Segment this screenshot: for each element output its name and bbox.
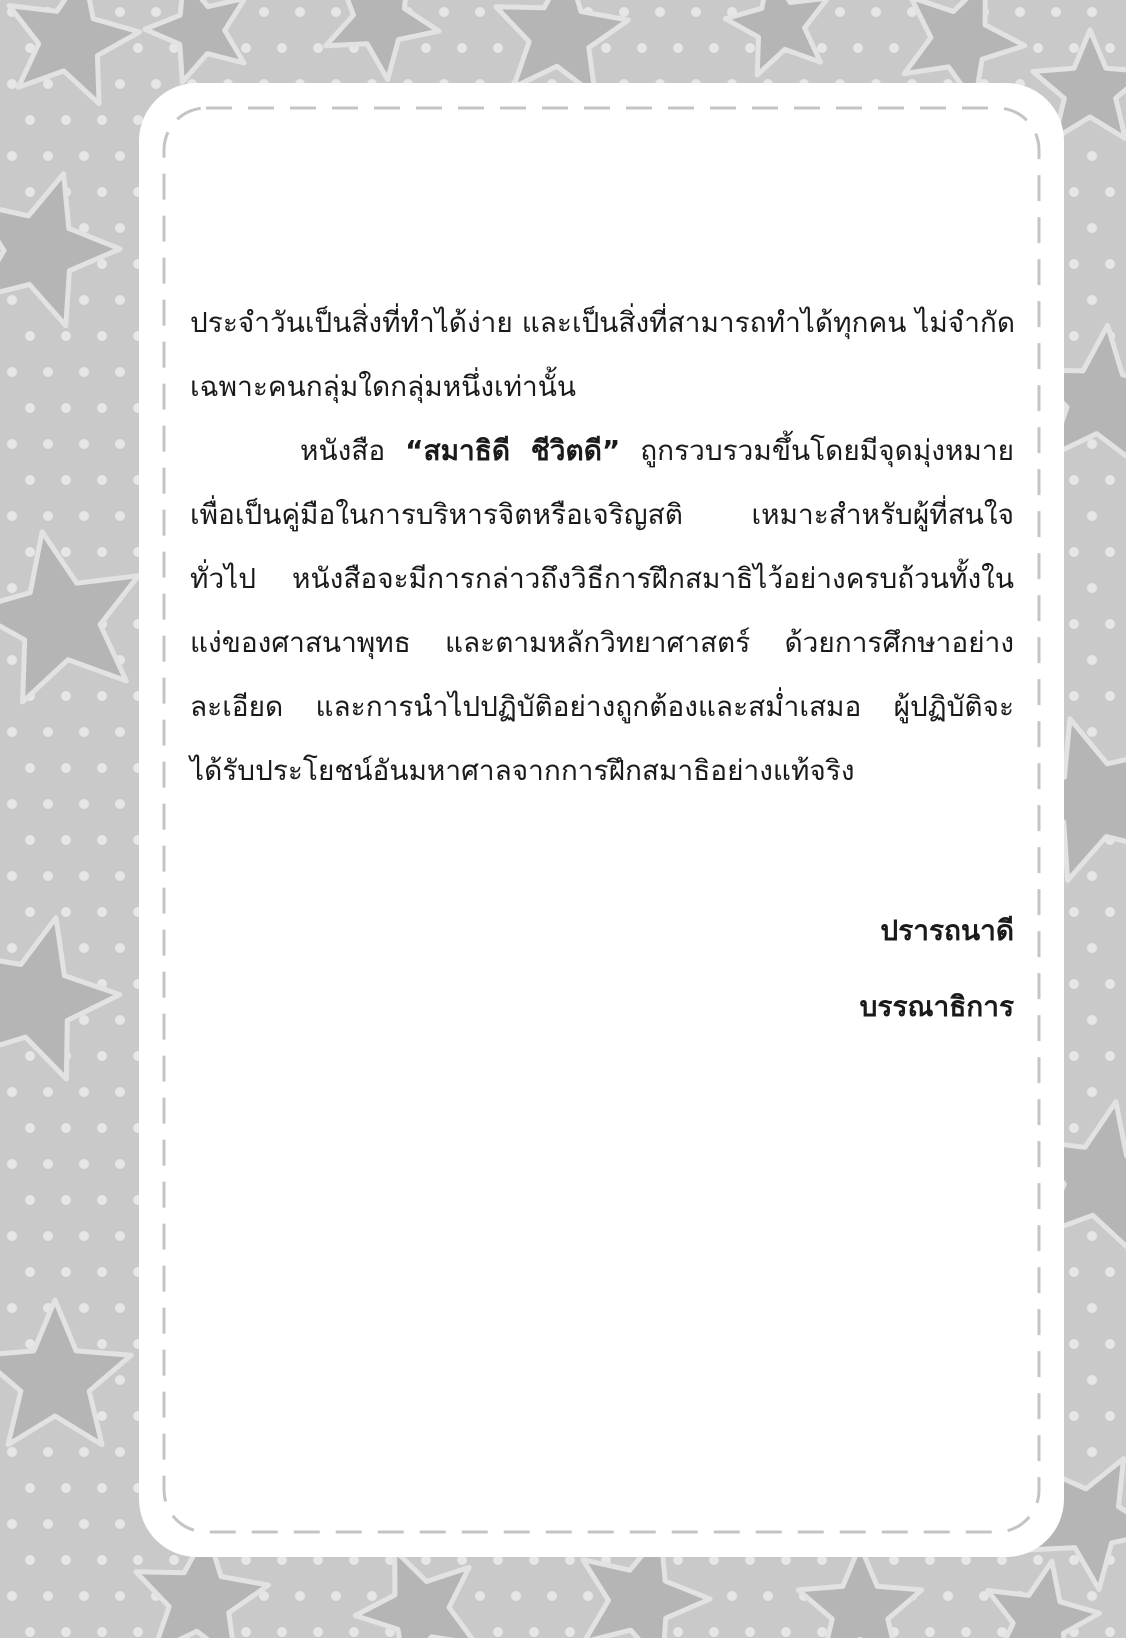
polka-dot <box>115 1591 125 1601</box>
polka-dot <box>61 1555 71 1565</box>
polka-dot <box>1069 1339 1079 1349</box>
polka-dot <box>25 1195 35 1205</box>
polka-dot <box>1105 547 1115 557</box>
polka-dot <box>61 403 71 413</box>
polka-dot <box>1087 223 1097 233</box>
polka-dot <box>1087 655 1097 665</box>
polka-dot <box>7 79 17 89</box>
polka-dot <box>1069 547 1079 557</box>
paragraph-2-line-4: แง่ของศาสนาพุทธ และตามหลักวิทยาศาสตร์ ด้วยการศึกษาอย่าง <box>190 626 1014 659</box>
polka-dot <box>97 1051 107 1061</box>
polka-dot <box>61 1123 71 1133</box>
polka-dot <box>43 511 53 521</box>
polka-dot <box>1087 1231 1097 1241</box>
polka-dot <box>7 655 17 665</box>
polka-dot <box>79 1159 89 1169</box>
polka-dot <box>1069 619 1079 629</box>
polka-dot <box>547 1591 557 1601</box>
book-title: “สมาธิดี ชีวิตดี” <box>405 434 621 467</box>
polka-dot <box>79 1303 89 1313</box>
polka-dot <box>79 511 89 521</box>
polka-dot <box>781 1627 791 1637</box>
polka-dot <box>241 1627 251 1637</box>
polka-dot <box>115 151 125 161</box>
polka-dot <box>1087 583 1097 593</box>
polka-dot <box>655 7 665 17</box>
polka-dot <box>97 1195 107 1205</box>
polka-dot <box>43 1087 53 1097</box>
signature-author: บรรณาธิการ <box>859 990 1014 1023</box>
polka-dot <box>7 727 17 737</box>
polka-dot <box>331 7 341 17</box>
polka-dot <box>475 7 485 17</box>
polka-dot <box>583 1591 593 1601</box>
polka-dot <box>835 7 845 17</box>
paragraph-2-line-5: ละเอียด และการนำไปปฏิบัติอย่างถูกต้องและสม่ำเสมอ ผู้ปฏิบัติจะ <box>190 690 1014 723</box>
paragraph-2-line-3: ทั่วไป หนังสือจะมีการกล่าวถึงวิธีการฝึกสมาธิไว้อย่างครบถ้วนทั้งใน <box>190 562 1014 595</box>
polka-dot <box>259 7 269 17</box>
polka-dot <box>133 1627 143 1637</box>
polka-dot <box>709 43 719 53</box>
polka-dot <box>25 1051 35 1061</box>
polka-dot <box>367 1591 377 1601</box>
polka-dot <box>97 763 107 773</box>
polka-dot <box>115 1519 125 1529</box>
polka-dot <box>25 907 35 917</box>
polka-dot <box>25 115 35 125</box>
polka-dot <box>25 403 35 413</box>
polka-dot <box>43 1159 53 1169</box>
polka-dot <box>1015 7 1025 17</box>
polka-dot <box>1105 907 1115 917</box>
polka-dot <box>7 1591 17 1601</box>
polka-dot <box>331 1591 341 1601</box>
polka-dot <box>1069 1267 1079 1277</box>
polka-dot <box>7 1519 17 1529</box>
polka-dot <box>601 43 611 53</box>
polka-dot <box>7 1159 17 1169</box>
polka-dot <box>1069 331 1079 341</box>
polka-dot <box>1105 979 1115 989</box>
polka-dot <box>115 943 125 953</box>
polka-dot <box>7 439 17 449</box>
polka-dot <box>637 43 647 53</box>
polka-dot <box>1069 259 1079 269</box>
polka-dot <box>7 295 17 305</box>
polka-dot <box>115 1375 125 1385</box>
polka-dot <box>1105 1411 1115 1421</box>
polka-dot <box>115 79 125 89</box>
polka-dot <box>853 43 863 53</box>
polka-dot <box>43 1447 53 1457</box>
polka-dot <box>1087 1375 1097 1385</box>
polka-dot <box>1087 1303 1097 1313</box>
polka-dot <box>97 331 107 341</box>
polka-dot <box>25 835 35 845</box>
polka-dot <box>97 1483 107 1493</box>
polka-dot <box>493 1627 503 1637</box>
content-card <box>139 83 1064 1557</box>
polka-dot <box>7 1087 17 1097</box>
polka-dot <box>25 331 35 341</box>
polka-dot <box>475 1591 485 1601</box>
polka-dot <box>43 1231 53 1241</box>
polka-dot <box>115 511 125 521</box>
polka-dot <box>1069 1051 1079 1061</box>
polka-dot <box>7 511 17 521</box>
polka-dot <box>25 547 35 557</box>
polka-dot <box>61 115 71 125</box>
polka-dot <box>115 367 125 377</box>
polka-dot <box>1087 151 1097 161</box>
polka-dot <box>79 439 89 449</box>
polka-dot <box>313 1627 323 1637</box>
paragraph-2-line-1-rest: ถูกรวบรวมขึ้นโดยมีจุดมุ่งหมาย <box>620 434 1014 467</box>
polka-dot <box>1069 907 1079 917</box>
polka-dot <box>763 1591 773 1601</box>
polka-dot <box>43 871 53 881</box>
polka-dot <box>115 799 125 809</box>
polka-dot <box>25 1483 35 1493</box>
polka-dot <box>97 1555 107 1565</box>
polka-dot <box>115 295 125 305</box>
polka-dot <box>61 1195 71 1205</box>
polka-dot <box>115 727 125 737</box>
paragraph-2-line-6: ได้รับประโยชน์อันมหาศาลจากการฝึกสมาธิอย่างแท้จริง <box>190 754 855 787</box>
polka-dot <box>1069 187 1079 197</box>
polka-dot <box>79 943 89 953</box>
polka-dot <box>61 1267 71 1277</box>
polka-dot <box>97 1267 107 1277</box>
polka-dot <box>1069 1123 1079 1133</box>
polka-dot <box>673 1627 683 1637</box>
polka-dot <box>1069 475 1079 485</box>
polka-dot <box>511 1591 521 1601</box>
polka-dot <box>7 1447 17 1457</box>
polka-dot <box>115 871 125 881</box>
polka-dot <box>115 439 125 449</box>
polka-dot <box>1105 691 1115 701</box>
polka-dot <box>1069 979 1079 989</box>
polka-dot <box>61 547 71 557</box>
polka-dot <box>97 547 107 557</box>
polka-dot <box>7 1303 17 1313</box>
polka-dot <box>313 43 323 53</box>
polka-dot <box>25 1123 35 1133</box>
polka-dot <box>61 331 71 341</box>
polka-dot <box>1105 43 1115 53</box>
polka-dot <box>79 295 89 305</box>
polka-dot <box>1087 1591 1097 1601</box>
polka-dot <box>97 403 107 413</box>
polka-dot <box>1069 43 1079 53</box>
polka-dot <box>97 835 107 845</box>
polka-dot <box>7 151 17 161</box>
polka-dot <box>43 799 53 809</box>
polka-dot <box>61 475 71 485</box>
polka-dot <box>79 1447 89 1457</box>
polka-dot <box>277 43 287 53</box>
signature-closing: ปรารถนาดี <box>880 914 1014 947</box>
polka-dot <box>1033 43 1043 53</box>
polka-dot <box>1069 1411 1079 1421</box>
polka-dot <box>7 583 17 593</box>
polka-dot <box>43 1519 53 1529</box>
polka-dot <box>7 871 17 881</box>
polka-dot <box>1105 187 1115 197</box>
polka-dot <box>25 1627 35 1637</box>
polka-dot <box>1087 7 1097 17</box>
polka-dot <box>25 763 35 773</box>
polka-dot <box>1105 259 1115 269</box>
polka-dot <box>79 727 89 737</box>
polka-dot <box>97 115 107 125</box>
polka-dot <box>115 1447 125 1457</box>
polka-dot <box>133 43 143 53</box>
polka-dot <box>79 1087 89 1097</box>
polka-dot <box>943 1591 953 1601</box>
polka-dot <box>7 799 17 809</box>
polka-dot <box>1051 7 1061 17</box>
polka-dot <box>79 367 89 377</box>
polka-dot <box>43 727 53 737</box>
polka-dot <box>1105 1267 1115 1277</box>
polka-dot <box>79 1591 89 1601</box>
polka-dot <box>421 43 431 53</box>
polka-dot <box>1105 619 1115 629</box>
polka-dot <box>1087 439 1097 449</box>
polka-dot <box>1105 1339 1115 1349</box>
polka-dot <box>349 1627 359 1637</box>
paragraph-1-line-2: เฉพาะคนกลุ่มใดกลุ่มหนึ่งเท่านั้น <box>190 370 577 403</box>
polka-dot <box>25 1555 35 1565</box>
polka-dot <box>961 1627 971 1637</box>
polka-dot <box>241 43 251 53</box>
polka-dot <box>61 1483 71 1493</box>
polka-dot <box>1087 871 1097 881</box>
polka-dot <box>97 187 107 197</box>
paragraph-1-line-1: ประจำวันเป็นสิ่งที่ทำได้ง่าย และเป็นสิ่งที่สามารถทำได้ทุกคน ไม่จำกัด <box>190 306 1016 339</box>
polka-dot <box>457 43 467 53</box>
polka-dot <box>925 1627 935 1637</box>
polka-dot <box>151 7 161 17</box>
polka-dot <box>79 151 89 161</box>
paragraph-2-line-1 <box>190 419 1014 483</box>
polka-dot <box>565 1627 575 1637</box>
polka-dot <box>493 43 503 53</box>
polka-dot <box>817 43 827 53</box>
polka-dot <box>61 835 71 845</box>
polka-dot <box>61 763 71 773</box>
polka-dot <box>43 439 53 449</box>
polka-dot <box>1087 727 1097 737</box>
polka-dot <box>97 475 107 485</box>
polka-dot <box>25 187 35 197</box>
polka-dot <box>79 799 89 809</box>
polka-dot <box>115 1303 125 1313</box>
polka-dot <box>871 7 881 17</box>
polka-dot <box>295 1591 305 1601</box>
polka-dot <box>691 7 701 17</box>
polka-dot <box>889 43 899 53</box>
polka-dot <box>745 1627 755 1637</box>
polka-dot <box>1105 1051 1115 1061</box>
polka-dot <box>295 7 305 17</box>
polka-dot <box>79 871 89 881</box>
polka-dot <box>1087 1447 1097 1457</box>
polka-dot <box>79 1519 89 1529</box>
polka-dot <box>1087 1015 1097 1025</box>
polka-dot <box>817 1627 827 1637</box>
body-text <box>190 291 1014 803</box>
polka-dot <box>115 1015 125 1025</box>
polka-dot <box>61 691 71 701</box>
polka-dot <box>61 907 71 917</box>
polka-dot <box>115 1231 125 1241</box>
polka-dot <box>97 1339 107 1349</box>
polka-dot <box>97 907 107 917</box>
polka-dot <box>115 223 125 233</box>
polka-dot <box>1105 1627 1115 1637</box>
polka-dot <box>115 1159 125 1169</box>
polka-dot <box>7 367 17 377</box>
polka-dot <box>43 1591 53 1601</box>
polka-dot <box>97 691 107 701</box>
polka-dot <box>1087 511 1097 521</box>
polka-dot <box>277 1627 287 1637</box>
polka-dot <box>1105 475 1115 485</box>
polka-dot <box>529 1627 539 1637</box>
polka-dot <box>97 1123 107 1133</box>
paragraph-2-lead: หนังสือ <box>300 434 406 467</box>
paragraph-2-line-2: เพื่อเป็นคู่มือในการบริหารจิตหรือเจริญสติ เหมาะสำหรับผู้ที่สนใจ <box>190 498 1014 531</box>
polka-dot <box>1069 691 1079 701</box>
polka-dot <box>619 7 629 17</box>
polka-dot <box>25 475 35 485</box>
polka-dot <box>709 1627 719 1637</box>
polka-dot <box>115 1087 125 1097</box>
polka-dot <box>43 367 53 377</box>
polka-dot <box>673 43 683 53</box>
polka-dot <box>745 43 755 53</box>
polka-dot <box>79 1231 89 1241</box>
polka-dot <box>1087 1087 1097 1097</box>
polka-dot <box>439 7 449 17</box>
polka-dot <box>7 1231 17 1241</box>
polka-dot <box>7 943 17 953</box>
polka-dot <box>1087 943 1097 953</box>
polka-dot <box>1087 295 1097 305</box>
polka-dot <box>61 1627 71 1637</box>
polka-dot <box>115 7 125 17</box>
polka-dot <box>25 1267 35 1277</box>
polka-dot <box>43 151 53 161</box>
polka-dot <box>97 1627 107 1637</box>
polka-dot <box>727 1591 737 1601</box>
